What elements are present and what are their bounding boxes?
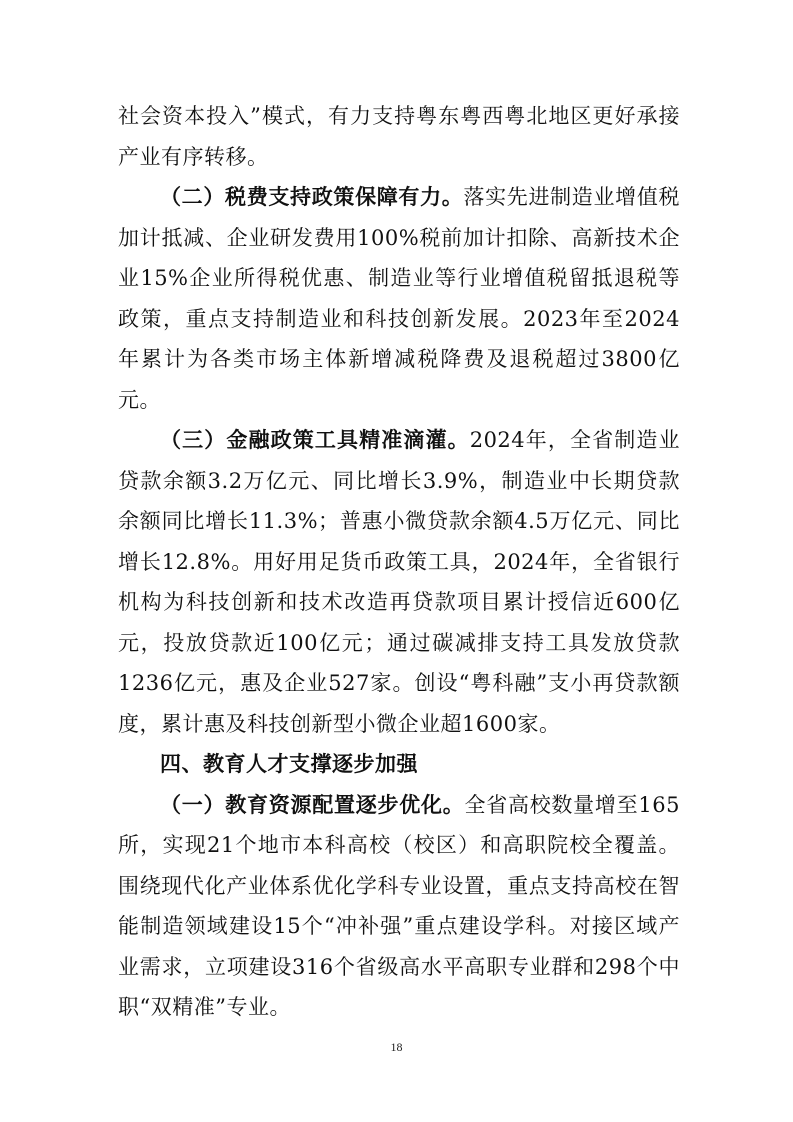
paragraph-body: 2024年，全省制造业贷款余额3.2万亿元、同比增长3.9%，制造业中长期贷款余额同比增长11.3%；普惠小微贷款余额4.5万亿元、同比增长12.8%。用好用足货币政策工具，2024年，全省银行机构为科技创新和技术改造再贷款项目累计授信近600亿元，投放贷款近100亿元；通过碳减排支持工具发放贷款1236亿元，惠及企业527家。创设“粤科融”支小再贷款额度，累计惠及科技创新型小微企业超1600家。 xyxy=(118,428,680,736)
paragraph-body: 社会资本投入”模式，有力支持粤东粤西粤北地区更好承接产业有序转移。 xyxy=(118,104,680,169)
paragraph-lead: （三）金融政策工具精准滴灌。 xyxy=(160,428,470,452)
tax-policy-paragraph xyxy=(118,177,680,420)
page-number: 18 xyxy=(390,1040,403,1054)
education-paragraph xyxy=(118,785,680,1028)
paragraph-body: 全省高校数量增至165所，实现21个地市本科高校（校区）和高职院校全覆盖。围绕现代化产业体系优化学科专业设置，重点支持高校在智能制造领域建设15个“冲补强”重点建设学科。对接区域产业需求，立项建设316个省级高水平高职专业群和298个中职“双精准”专业。 xyxy=(118,792,681,1019)
paragraph-lead: （二）税费支持政策保障有力。 xyxy=(160,185,464,209)
paragraph-body: 落实先进制造业增值税加计抵减、企业研发费用100%税前加计扣除、高新技术企业15%企业所得税优惠、制造业等行业增值税留抵退税等政策，重点支持制造业和科技创新发展。2023年至2024年累计为各类市场主体新增减税降费及退税超过3800亿元。 xyxy=(118,185,681,412)
paragraph-lead: （一）教育资源配置逐步优化。 xyxy=(160,792,465,817)
finance-policy-paragraph xyxy=(118,420,680,744)
continuation-paragraph xyxy=(118,96,680,177)
section-heading: 四、教育人才支撑逐步加强 xyxy=(160,752,418,776)
body-text xyxy=(118,96,680,1028)
